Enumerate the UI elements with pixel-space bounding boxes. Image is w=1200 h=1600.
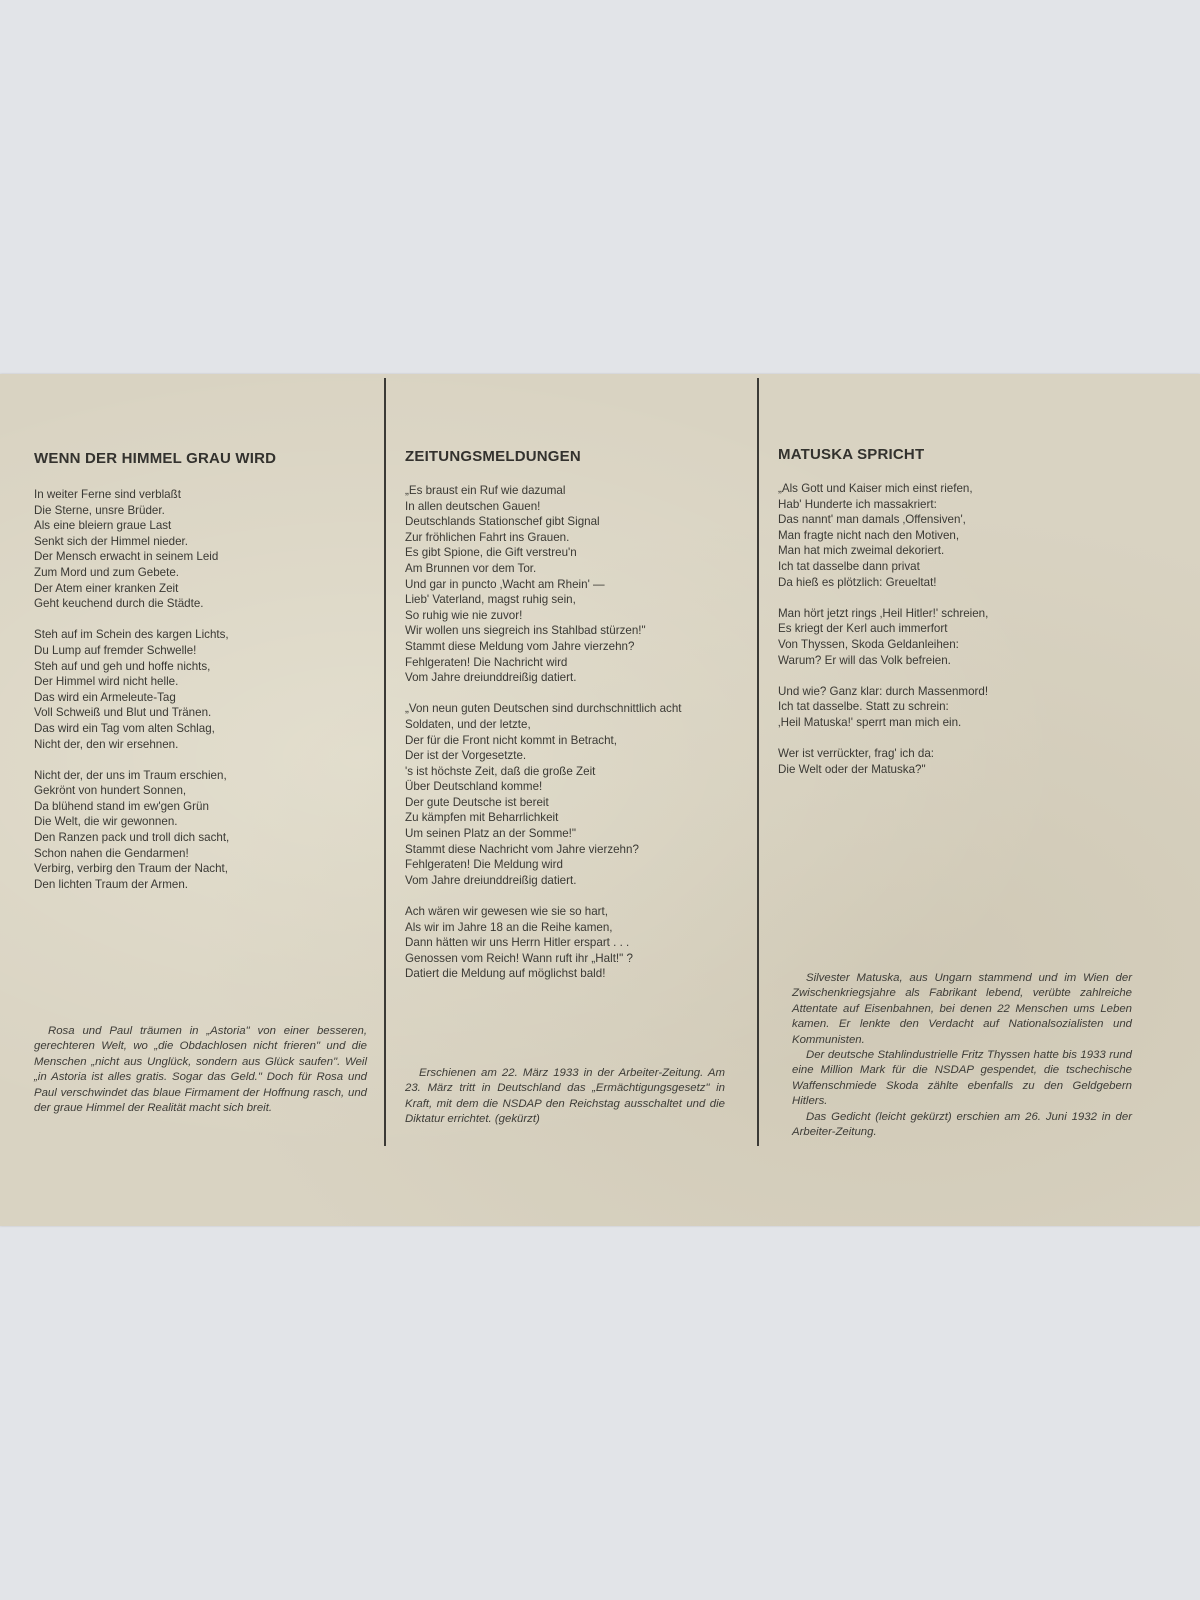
editorial-note: [792, 971, 1132, 1140]
poem-line: Datiert die Meldung auf möglichst bald!: [405, 967, 606, 981]
poem-line: Der für die Front nicht kommt in Betracht,: [405, 733, 617, 747]
editorial-note: [34, 1024, 367, 1116]
poem-line: Der gute Deutsche ist bereit: [405, 795, 549, 809]
note-paragraph: Silvester Matuska, aus Ungarn stammend und im Wien der Zwischenkriegsjahre als Fabrikant lebend, verübte zahlreiche Attentate auf Eisenbahnen, bei denen 22 Menschen ums Leben kamen. Er lenkte den Verdacht auf Nationalsozialisten und Kommunisten.: [792, 972, 1132, 1046]
editorial-note: [405, 1066, 725, 1128]
poem-line: „Als Gott und Kaiser mich einst riefen,: [778, 482, 973, 495]
stanza: [778, 606, 988, 668]
poem-line: Fehlgeraten! Die Nachricht wird: [405, 655, 568, 669]
stanza: [34, 768, 229, 893]
poem-line: Warum? Er will das Volk befreien.: [778, 653, 951, 667]
poem-line: Ich tat dasselbe dann privat: [778, 559, 920, 573]
poem-line: ‚Heil Matuska!' sperrt man mich ein.: [778, 715, 962, 729]
note-paragraph: Erschienen am 22. März 1933 in der Arbeiter-Zeitung. Am 23. März tritt in Deutschland das „Ermächtigungsgesetz" in Kraft, mit dem die NSDAP den Reichstag ausschaltet und die Diktatur errichtet. (gekürzt): [405, 1067, 725, 1126]
poem-line: Die Sterne, unsre Brüder.: [34, 503, 165, 517]
poem-line: Da hieß es plötzlich: Greueltat!: [778, 575, 937, 589]
column-divider-left: [384, 378, 386, 1146]
poem-line: Dann hätten wir uns Herrn Hitler erspart . . .: [405, 936, 630, 950]
poem-title: MATUSKA SPRICHT: [778, 446, 925, 463]
poem-line: Steh auf und geh und hoffe nichts,: [34, 659, 211, 673]
poem-line: „Es braust ein Ruf wie dazumal: [405, 484, 566, 497]
poem-line: Geht keuchend durch die Städte.: [34, 597, 204, 611]
poem-line: Man hört jetzt rings ‚Heil Hitler!' schreien,: [778, 606, 989, 620]
poem-line: Senkt sich der Himmel nieder.: [34, 534, 189, 548]
poem-line: Das wird ein Armeleute-Tag: [34, 690, 176, 704]
poem-line: 's ist höchste Zeit, daß die große Zeit: [405, 764, 596, 778]
column-divider-right: [757, 378, 759, 1146]
poem-line: Als wir im Jahre 18 an die Reihe kamen,: [405, 920, 613, 934]
poem-line: Soldaten, und der letzte,: [405, 717, 531, 731]
poem-line: Nicht der, den wir ersehnen.: [34, 737, 179, 751]
poem-line: Der Mensch erwacht in seinem Leid: [34, 550, 219, 564]
poem-line: Das wird ein Tag vom alten Schlag,: [34, 721, 215, 735]
poem-line: Zu kämpfen mit Beharrlichkeit: [405, 811, 559, 825]
poem-line: Vom Jahre dreiunddreißig datiert.: [405, 873, 577, 887]
stanza: [405, 701, 682, 888]
note-paragraph: Der deutsche Stahlindustrielle Fritz Thyssen hatte bis 1933 rund eine Million Mark für die NSDAP gespendet, die tschechische Waffenschmiede Skoda zählte ebenfalls zu den Geldgebern Hitlers.: [792, 1049, 1132, 1108]
poem-line: Lieb' Vaterland, magst ruhig sein,: [405, 593, 576, 607]
poem-line: Man fragte nicht nach den Motiven,: [778, 528, 960, 542]
poem-body: [34, 487, 229, 908]
poem-title: WENN DER HIMMEL GRAU WIRD: [34, 450, 277, 467]
poem-line: Hab' Hunderte ich massakriert:: [778, 497, 937, 511]
poem-line: Du Lump auf fremder Schwelle!: [34, 643, 197, 657]
poem-line: Verbirg, verbirg den Traum der Nacht,: [34, 862, 228, 876]
poem-line: Der Atem einer kranken Zeit: [34, 581, 179, 595]
stanza: [778, 684, 988, 731]
poem-line: Schon nahen die Gendarmen!: [34, 846, 189, 860]
poem-title: ZEITUNGSMELDUNGEN: [405, 448, 581, 465]
poem-line: Um seinen Platz an der Somme!": [405, 827, 577, 841]
poem-line: Der ist der Vorgesetzte.: [405, 749, 527, 763]
poem-line: Am Brunnen vor dem Tor.: [405, 561, 537, 575]
poem-line: Stammt diese Nachricht vom Jahre vierzehn?: [405, 842, 639, 856]
note-paragraph: Das Gedicht (leicht gekürzt) erschien am 26. Juni 1932 in der Arbeiter-Zeitung.: [792, 1110, 1132, 1139]
poem-line: Über Deutschland komme!: [405, 780, 543, 794]
stanza: [405, 483, 682, 686]
stanza: [34, 627, 229, 752]
poem-line: Ach wären wir gewesen wie sie so hart,: [405, 905, 608, 919]
poem-line: Wer ist verrückter, frag' ich da:: [778, 747, 934, 761]
poem-line: Den Ranzen pack und troll dich sacht,: [34, 831, 230, 845]
poem-line: Der Himmel wird nicht helle.: [34, 675, 179, 689]
poem-line: Voll Schweiß und Blut und Tränen.: [34, 706, 212, 720]
poem-line: Vom Jahre dreiunddreißig datiert.: [405, 671, 577, 685]
newspaper-page: [0, 374, 1200, 1226]
poem-line: Nicht der, der uns im Traum erschien,: [34, 768, 227, 782]
poem-line: Zum Mord und zum Gebete.: [34, 565, 179, 579]
poem-line: Das nannt' man damals ‚Offensiven',: [778, 513, 966, 527]
poem-line: Und gar in puncto ‚Wacht am Rhein' —: [405, 577, 605, 591]
poem-body: [778, 481, 988, 793]
poem-line: „Von neun guten Deutschen sind durchschnittlich acht: [405, 702, 682, 716]
stanza: [778, 746, 988, 777]
poem-line: Es gibt Spione, die Gift verstreu'n: [405, 546, 577, 560]
poem-line: Und wie? Ganz klar: durch Massenmord!: [778, 684, 989, 698]
poem-line: Zur fröhlichen Fahrt ins Grauen.: [405, 530, 570, 544]
poem-line: Von Thyssen, Skoda Geldanleihen:: [778, 637, 959, 651]
poem-line: So ruhig wie nie zuvor!: [405, 608, 523, 622]
poem-line: Die Welt, die wir gewonnen.: [34, 815, 178, 829]
stanza: [405, 904, 682, 982]
poem-line: Man hat mich zweimal dekoriert.: [778, 544, 945, 558]
poem-body: [405, 483, 682, 998]
stanza: [778, 481, 988, 590]
poem-line: Fehlgeraten! Die Meldung wird: [405, 858, 563, 872]
poem-line: Den lichten Traum der Armen.: [34, 877, 189, 891]
poem-line: Genossen vom Reich! Wann ruft ihr „Halt!" ?: [405, 951, 633, 965]
poem-line: Als eine bleiern graue Last: [34, 519, 172, 533]
poem-line: Ich tat dasselbe. Statt zu schrein:: [778, 700, 949, 714]
poem-line: Wir wollen uns siegreich ins Stahlbad stürzen!": [405, 624, 646, 638]
poem-line: Die Welt oder der Matuska?": [778, 762, 926, 776]
poem-line: In allen deutschen Gauen!: [405, 499, 541, 513]
poem-line: Da blühend stand im ew'gen Grün: [34, 799, 209, 813]
poem-line: Steh auf im Schein des kargen Lichts,: [34, 628, 229, 642]
stanza: [34, 487, 229, 612]
poem-line: Stammt diese Meldung vom Jahre vierzehn?: [405, 639, 635, 653]
note-paragraph: Rosa und Paul träumen in „Astoria" von einer besseren, gerechteren Welt, wo „die Obdachlosen nicht frieren" und die Menschen „nicht aus Unglück, sondern aus Glück saufen". Weil „in Astoria ist alles gratis. Sogar das Geld." Doch für Rosa und Paul verschwindet das blaue Firmament der Hoffnung rasch, und der graue Himmel der Realität macht sich breit.: [34, 1025, 367, 1115]
poem-line: In weiter Ferne sind verblaßt: [34, 488, 181, 501]
poem-line: Es kriegt der Kerl auch immerfort: [778, 622, 948, 636]
poem-line: Gekrönt von hundert Sonnen,: [34, 784, 187, 798]
poem-line: Deutschlands Stationschef gibt Signal: [405, 515, 600, 529]
